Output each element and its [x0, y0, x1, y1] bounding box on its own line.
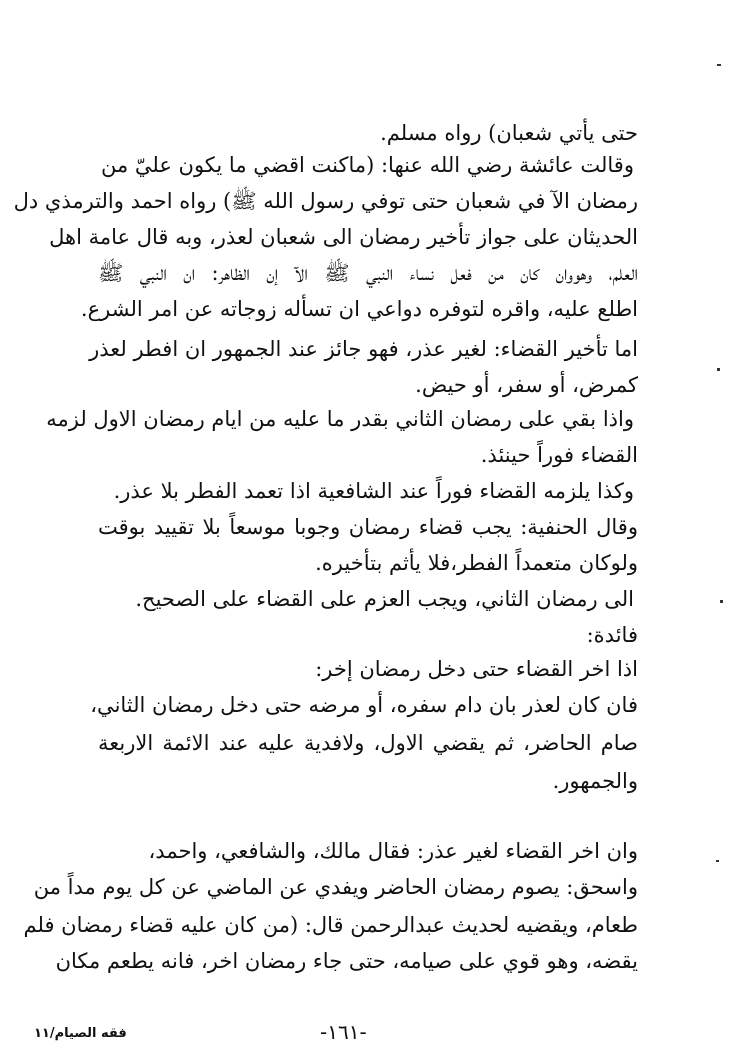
text-line: والجمهور. — [552, 769, 638, 793]
text-line: يقضه، وهو قوي على صيامه، حتى جاء رمضان اخر، فانه يطعم مكان — [55, 949, 638, 973]
text-line: صام الحاضر، ثم يقضي الاول، ولافدية عليه عند الائمة الاربعة — [98, 731, 638, 755]
text-line: اما تأخير القضاء: لغير عذر، فهو جائز عند الجمهور ان افطر لعذر — [89, 337, 638, 361]
text-line: وان اخر القضاء لغير عذر: فقال مالك، والشافعي، واحمد، — [148, 839, 638, 863]
text-line: كمرض، أو سفر، أو حيض. — [415, 373, 638, 397]
text-line: رمضان الآ في شعبان حتى توفي رسول الله ﷺ) رواه احمد والترمذي دل — [13, 189, 638, 213]
text-line: اذا اخر القضاء حتى دخل رمضان إخر: — [315, 657, 638, 681]
text-line: العلم، وهووان كان من فعل نساء النبي ﷺ الآ إن الظاهر: ان النبي ﷺ — [98, 261, 638, 285]
text-line: واذا بقي على رمضان الثاني بقدر ما عليه من ايام رمضان الاول لزمه — [46, 407, 634, 431]
text-line: طعام، ويقضيه لحديث عبدالرحمن قال: (من كان عليه قضاء رمضان فلم — [23, 913, 638, 937]
text-line: وقال الحنفية: يجب قضاء رمضان وجوبا موسعاً بلا تقييد بوقت — [98, 515, 638, 539]
scan-mark — [717, 368, 720, 371]
text-line: القضاء فوراً حينئذ. — [480, 443, 638, 467]
scan-mark — [716, 860, 719, 862]
text-line: الى رمضان الثاني، ويجب العزم على القضاء على الصحيح. — [135, 587, 634, 611]
scan-mark — [720, 600, 723, 603]
text-line: حتى يأتي شعبان) رواه مسلم. — [380, 121, 638, 145]
text-line: اطلع عليه، واقره لتوفره دواعي ان تسأله زوجاته عن امر الشرع. — [80, 297, 638, 321]
text-line: الحديثان على جواز تأخير رمضان الى شعبان لعذر، وبه قال عامة اهل — [49, 225, 638, 249]
text-line: وكذا يلزمه القضاء فوراً عند الشافعية اذا تعمد الفطر بلا عذر. — [113, 479, 634, 503]
text-line: وقالت عائشة رضي الله عنها: (ماكنت اقضي ما يكون عليّ من — [100, 153, 634, 177]
text-line: واسحق: يصوم رمضان الحاضر ويفدي عن الماضي عن كل يوم مداً من — [33, 875, 638, 899]
text-line: فان كان لعذر بان دام سفره، أو مرضه حتى دخل رمضان الثاني، — [90, 693, 638, 717]
text-line: فائدة: — [586, 623, 638, 647]
page-number: -١٦١- — [320, 1020, 367, 1044]
book-label: فقه الصيام/١١ — [34, 1026, 127, 1041]
text-line: ولوكان متعمداً الفطر،فلا يأثم بتأخيره. — [315, 551, 638, 575]
scan-mark — [717, 64, 721, 66]
